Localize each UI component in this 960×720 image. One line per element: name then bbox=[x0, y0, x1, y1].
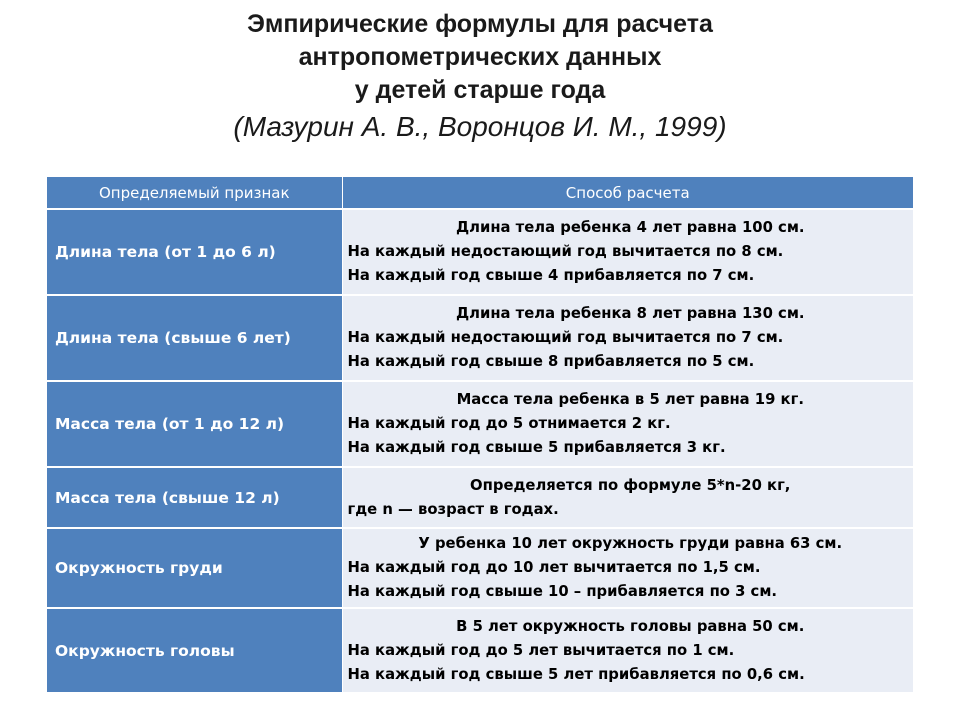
method-line: где n — возраст в годах. bbox=[347, 500, 559, 518]
table-header-row bbox=[47, 177, 913, 209]
method-line: У ребенка 10 лет окружность груди равна 63 см. bbox=[418, 535, 843, 552]
method-line: На каждый год до 5 лет вычитается по 1 см. bbox=[347, 641, 735, 659]
table-row bbox=[47, 381, 913, 467]
title-line-1: Эмпирические формулы для расчета bbox=[247, 10, 713, 38]
method-cell bbox=[342, 295, 913, 381]
table-row bbox=[47, 608, 913, 692]
table-row bbox=[47, 295, 913, 381]
feature-cell: Масса тела (от 1 до 12 л) bbox=[47, 381, 342, 467]
method-line: В 5 лет окружность головы равна 50 см. bbox=[456, 617, 805, 635]
method-line: На каждый год свыше 10 – прибавляется по 3 см. bbox=[347, 583, 778, 600]
method-line: На каждый год свыше 8 прибавляется по 5 см. bbox=[347, 353, 755, 370]
method-line: На каждый год свыше 5 лет прибавляется по 0,6 см. bbox=[347, 665, 805, 683]
feature-cell: Длина тела (от 1 до 6 л) bbox=[47, 209, 342, 295]
feature-cell: Окружность груди bbox=[47, 528, 342, 608]
feature-cell: Масса тела (свыше 12 л) bbox=[47, 467, 342, 528]
header-feature: Определяемый признак bbox=[47, 177, 342, 209]
header-method: Способ расчета bbox=[342, 177, 913, 209]
method-cell bbox=[342, 528, 913, 608]
method-line: На каждый недостающий год вычитается по 8 см. bbox=[347, 243, 784, 260]
method-line: На каждый год до 10 лет вычитается по 1,5 см. bbox=[347, 559, 761, 576]
title-line-2: антропометрических данных bbox=[298, 43, 662, 71]
slide-title bbox=[0, 8, 960, 146]
table-row bbox=[47, 467, 913, 528]
feature-cell: Длина тела (свыше 6 лет) bbox=[47, 295, 342, 381]
title-line-3: у детей старше года bbox=[354, 76, 606, 104]
feature-cell: Окружность головы bbox=[47, 608, 342, 692]
formulas-table bbox=[47, 177, 913, 692]
method-cell bbox=[342, 209, 913, 295]
table-row bbox=[47, 528, 913, 608]
method-line: Длина тела ребенка 8 лет равна 130 см. bbox=[455, 305, 805, 322]
method-line: Определяется по формуле 5*n-20 кг, bbox=[470, 476, 791, 494]
title-citation: (Мазурин А. В., Воронцов И. М., 1999) bbox=[233, 111, 727, 142]
method-line: На каждый год свыше 5 прибавляется 3 кг. bbox=[347, 439, 726, 456]
method-cell bbox=[342, 467, 913, 528]
method-line: Длина тела ребенка 4 лет равна 100 см. bbox=[455, 219, 805, 236]
method-line: На каждый недостающий год вычитается по 7 см. bbox=[347, 329, 784, 346]
method-line: На каждый год свыше 4 прибавляется по 7 см. bbox=[347, 267, 755, 284]
table-row bbox=[47, 209, 913, 295]
method-cell bbox=[342, 381, 913, 467]
method-line: На каждый год до 5 отнимается 2 кг. bbox=[347, 415, 671, 432]
method-cell bbox=[342, 608, 913, 692]
method-line: Масса тела ребенка в 5 лет равна 19 кг. bbox=[456, 391, 804, 408]
